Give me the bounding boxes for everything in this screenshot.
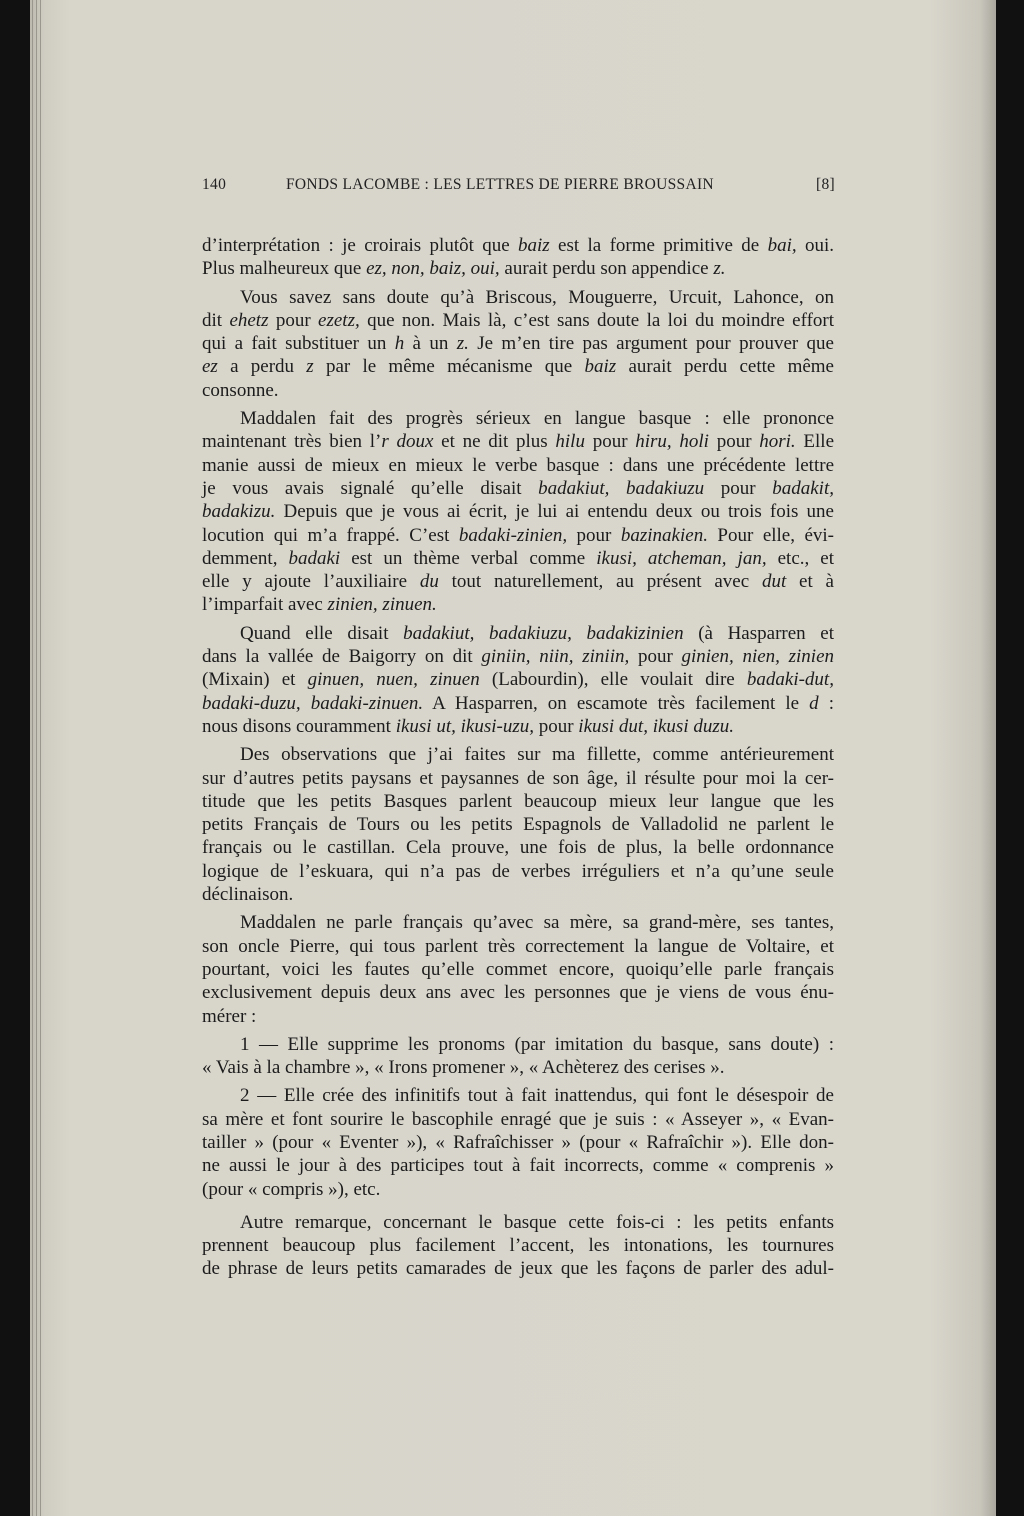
text-line: l’imparfait avec zinien, zinuen.	[202, 594, 437, 616]
text-line: dit ehetz pour ezetz, que non. Mais là, c’est sans doute la loi du moindre effort	[202, 309, 835, 331]
text-line: dans la vallée de Baigorry on dit giniin, niin, ziniin, pour ginien, nien, zinien	[202, 646, 835, 668]
text-line: ne aussi le jour à des participes tout à fait incorrects, comme « comprenis »	[202, 1155, 834, 1177]
italic-term: bai,	[767, 235, 797, 256]
text-line: elle y ajoute l’auxiliaire du tout naturellement, au présent avec dut et à	[202, 571, 834, 593]
italic-term: dut	[761, 571, 787, 593]
italic-term: baiz	[518, 235, 550, 256]
italic-term: badakit,	[772, 477, 834, 499]
text-line: Maddalen fait des progrès sérieux en langue basque : elle prononce	[240, 408, 834, 430]
text-line: déclinaison.	[202, 884, 294, 906]
text-line: « Vais à la chambre », « Irons promener », « Achèterez des cerises ».	[202, 1057, 725, 1079]
text-line: exclusivement depuis deux ans avec les personnes que je viens de vous énu-	[202, 982, 834, 1004]
italic-term: badaki-dut,	[746, 669, 834, 691]
italic-term: badaki	[288, 547, 341, 569]
section-number: [8]	[816, 176, 835, 193]
italic-term: badakiut, badakiuzu	[538, 477, 705, 499]
text-line: Plus malheureux que ez, non, baiz, oui, aurait perdu son appendice z.	[202, 258, 726, 280]
text-line: Vous savez sans doute qu’à Briscous, Mouguerre, Urcuit, Lahonce, on	[240, 286, 834, 308]
italic-term: ehetz	[229, 309, 269, 331]
italic-term: z	[306, 356, 314, 378]
page-number: 140	[202, 176, 227, 193]
text-line: Des observations que j’ai faites sur ma fillette, comme antérieurement	[240, 744, 834, 766]
italic-term: h	[394, 333, 405, 355]
italic-term: du	[419, 571, 439, 593]
text-line: badakizu. Depuis que je vous ai écrit, je lui ai entendu deux ou trois fois une	[202, 501, 834, 523]
italic-term: badakiut, badakiuzu, badakizinien	[403, 622, 684, 644]
paragraph	[202, 911, 834, 1027]
text-line: titude que les petits Basques parlent beaucoup mieux leur langue que les	[202, 790, 834, 812]
text-line: logique de l’eskuara, qui n’a pas de verbes irréguliers et n’a qu’une seule	[202, 860, 834, 882]
text-line: sur d’autres petits paysans et paysannes de son âge, il résulte pour moi la cer-	[202, 767, 834, 789]
italic-term: zinien, zinuen.	[327, 594, 437, 616]
text-line: nous disons couramment ikusi ut, ikusi-uzu, pour ikusi dut, ikusi duzu.	[202, 715, 734, 737]
page-stack-edge	[36, 0, 37, 1516]
text-line: d’interprétation : je croirais plutôt que baiz est la forme primitive de bai, oui.	[202, 235, 834, 256]
text-line: petits Français de Tours ou les petits Espagnols de Valladolid ne parlent le	[202, 814, 834, 836]
text-line: tailler » (pour « Eventer »), « Rafraîchisser » (pour « Rafraîchir »). Elle don-	[202, 1131, 834, 1153]
italic-term: ginuen, nuen, zinuen	[307, 669, 480, 691]
italic-term: ezetz,	[318, 309, 360, 331]
italic-term: ikusi ut, ikusi-uzu,	[395, 715, 534, 737]
text-line: (Mixain) et ginuen, nuen, zinuen (Labourdin), elle voulait dire badaki-dut,	[202, 669, 834, 691]
italic-term: ez	[202, 356, 218, 378]
text-line: manie aussi de mieux en mieux le verbe basque : dans une précédente lettre	[202, 454, 834, 476]
italic-term: z.	[456, 333, 469, 355]
text-line: Maddalen ne parle français qu’avec sa mère, sa grand-mère, ses tantes,	[240, 912, 834, 934]
text-line: français ou le castillan. Cela prouve, une fois de plus, la belle ordonnance	[202, 837, 834, 859]
text-line: maintenant très bien l’r doux et ne dit plus hilu pour hiru, holi pour hori. Elle	[202, 431, 835, 453]
italic-term: ginien, nien, zinien	[681, 646, 835, 668]
text-line: consonne.	[202, 379, 279, 401]
text-line: je vous avais signalé qu’elle disait badakiut, badakiuzu pour badakit,	[202, 477, 834, 499]
text-line: Quand elle disait badakiut, badakiuzu, badakizinien (à Hasparren et	[240, 622, 834, 644]
italic-term: hilu	[555, 431, 585, 453]
paragraph	[202, 1084, 834, 1200]
page-body-text	[202, 234, 834, 1286]
text-line: locution qui m’a frappé. C’est badaki-zinien, pour bazinakien. Pour elle, évi-	[202, 524, 835, 546]
italic-term: ikusi, atcheman, jan,	[596, 547, 767, 569]
italic-term: hiru, holi	[635, 431, 709, 453]
running-title: FONDS LACOMBE : LES LETTRES DE PIERRE BROUSSAIN	[286, 176, 714, 193]
text-line: son oncle Pierre, qui tous parlent très correctement la langue de Voltaire, et	[202, 935, 834, 957]
italic-term: baiz	[584, 356, 617, 378]
paragraph	[202, 286, 834, 402]
italic-term: badakizu.	[202, 501, 276, 523]
paragraph	[202, 743, 834, 906]
paragraph	[202, 1033, 834, 1080]
italic-term: ikusi dut, ikusi duzu.	[578, 715, 734, 737]
paragraph	[202, 407, 834, 617]
text-line: qui a fait substituer un h à un z. Je m’en tire pas argument pour prouver que	[202, 333, 834, 355]
text-line: (pour « compris »), etc.	[202, 1178, 381, 1200]
text-line: pourtant, voici les fautes qu’elle commet encore, quoiqu’elle parle français	[202, 958, 834, 980]
text-line: mérer :	[202, 1005, 257, 1027]
page-stack-edge	[32, 0, 33, 1516]
text-line: Autre remarque, concernant le basque cette fois-ci : les petits enfants	[240, 1211, 834, 1233]
italic-term: ez, non, baiz, oui,	[366, 258, 500, 280]
text-line: prennent beaucoup plus facilement l’accent, les intonations, les tournures	[202, 1235, 834, 1257]
paragraph	[202, 234, 834, 281]
italic-term: z.	[713, 258, 726, 280]
italic-term: badaki-duzu, badaki-zinuen.	[202, 692, 424, 714]
italic-term: d	[809, 692, 819, 714]
text-line: 1 — Elle supprime les pronoms (par imitation du basque, sans doute) :	[240, 1033, 834, 1055]
italic-term: r doux	[381, 431, 434, 453]
text-line: ez a perdu z par le même mécanisme que baiz aurait perdu cette même	[202, 356, 834, 378]
text-line: de phrase de leurs petits camarades de jeux que les façons de parler des adul-	[202, 1258, 834, 1280]
italic-term: hori.	[759, 431, 796, 453]
paragraph	[202, 1211, 834, 1281]
page-stack-edge	[40, 0, 41, 1516]
italic-term: giniin, niin, ziniin,	[481, 646, 630, 668]
text-line: demment, badaki est un thème verbal comme ikusi, atcheman, jan, etc., et	[202, 547, 834, 569]
text-line: sa mère et font sourire le bascophile enragé que je suis : « Asseyer », « Evan-	[202, 1108, 834, 1130]
text-line: badaki-duzu, badaki-zinuen. A Hasparren, on escamote très facilement le d :	[202, 692, 835, 714]
italic-term: badaki-zinien,	[458, 524, 568, 546]
paragraph	[202, 622, 834, 738]
text-line: 2 — Elle crée des infinitifs tout à fait inattendus, qui font le désespoir de	[240, 1085, 834, 1107]
italic-term: bazinakien.	[620, 524, 708, 546]
